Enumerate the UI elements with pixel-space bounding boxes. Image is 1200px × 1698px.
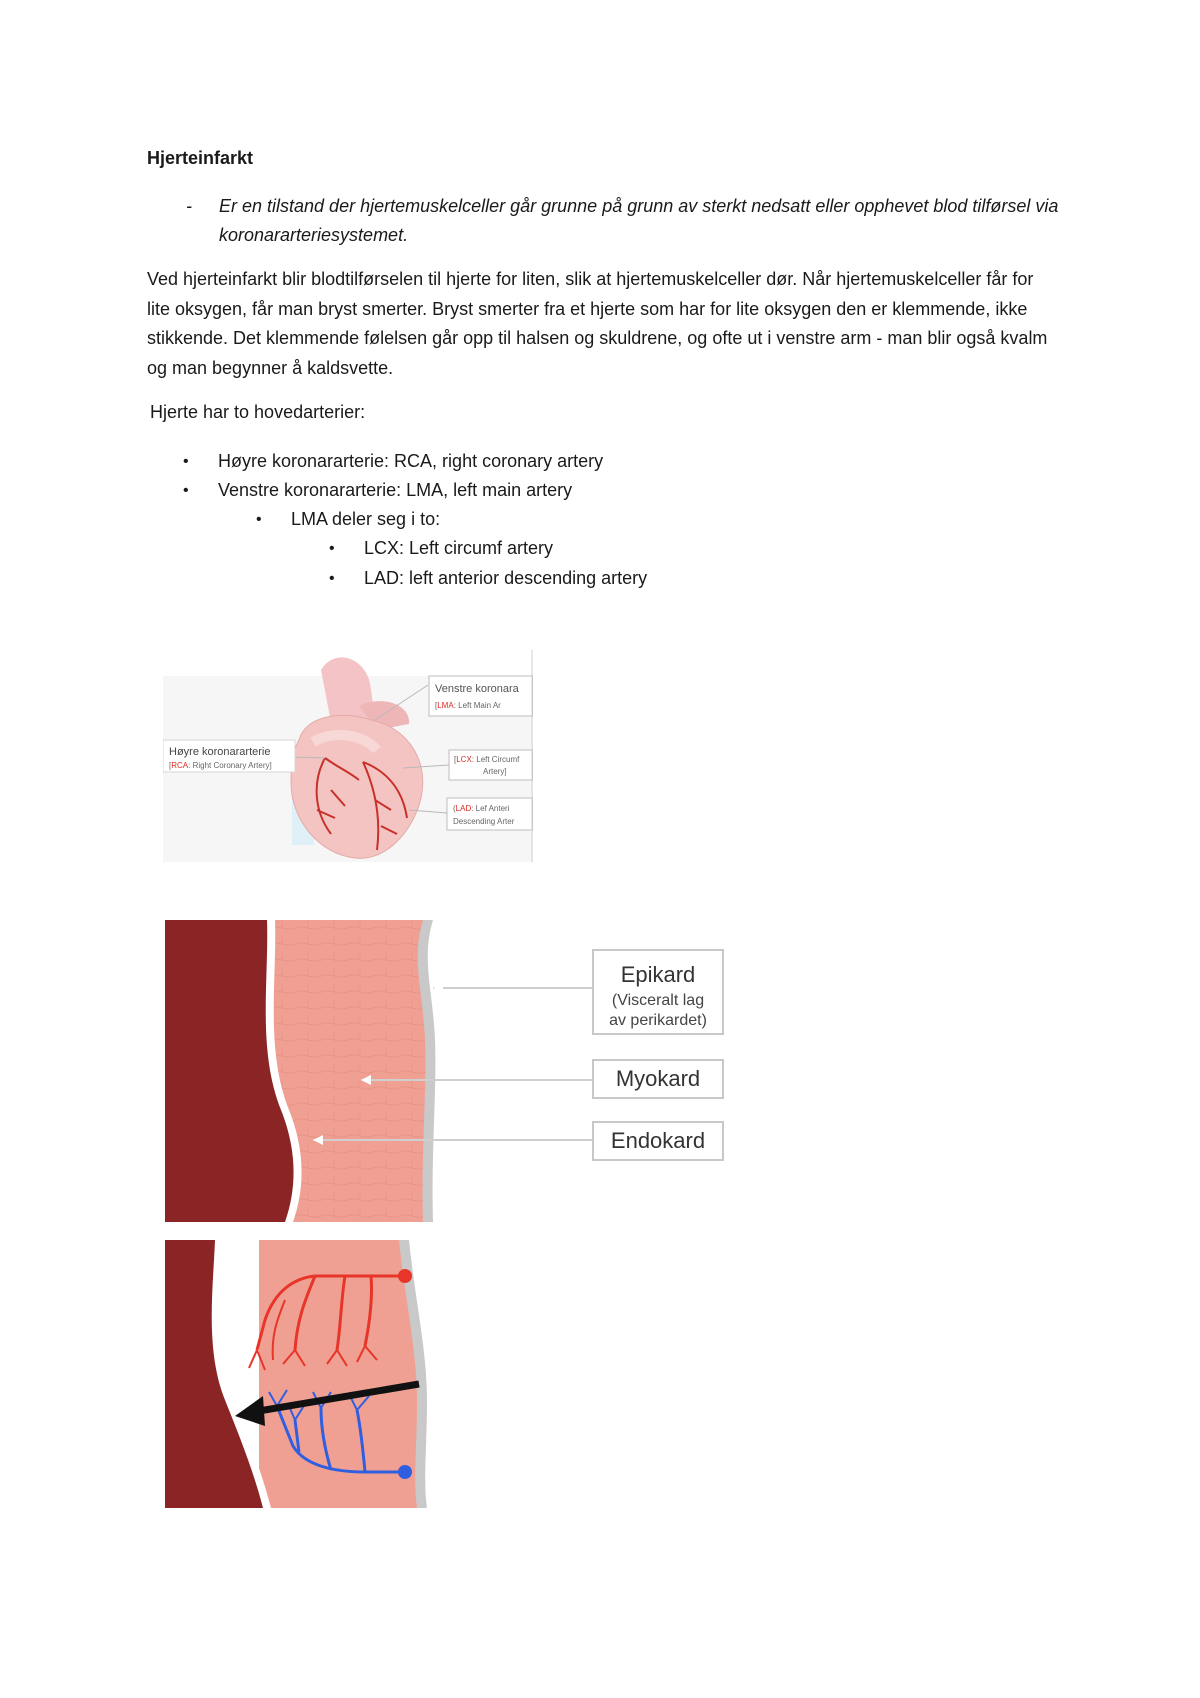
epikard-sub-2: av perikardet) xyxy=(609,1012,707,1029)
lcx-label-line1: [LCX: Left Circumf xyxy=(454,755,520,764)
bullet-text: Venstre koronararterie: LMA, left main artery xyxy=(218,480,573,500)
bullet-marker: • xyxy=(183,482,189,499)
bullet-text: LAD: left anterior descending artery xyxy=(364,568,648,588)
lad-label-line1: (LAD: Lef Anteri xyxy=(453,804,510,813)
heart-coronary-figure xyxy=(163,650,533,862)
bullet-text: LMA deler seg i to: xyxy=(291,509,441,529)
lad-detail: : Lef Anteri xyxy=(471,804,510,813)
definition-text: Er en tilstand der hjertemuskelceller går grunne på grunn av sterkt nedsatt eller opphevet blod tilførsel via koronararteriesystemet. xyxy=(219,196,1059,245)
myokard-label: Myokard xyxy=(615,1066,701,1091)
lma-detail: : Left Main Ar xyxy=(453,701,501,710)
right-coronary-label: Høyre koronararterie xyxy=(169,746,271,758)
bullet-marker: • xyxy=(256,511,262,528)
page-title: Hjerteinfarkt xyxy=(147,148,254,168)
endokard-label: Endokard xyxy=(610,1128,706,1153)
rca-detail: : Right Coronary Artery] xyxy=(188,761,272,770)
left-coronary-detail: [LMA: Left Main Ar xyxy=(435,701,501,710)
epikard-sub-1: (Visceralt lag xyxy=(611,992,705,1009)
body-paragraph: Ved hjerteinfarkt blir blodtilførselen til hjerte for liten, slik at hjertemuskelceller dør. Når hjertemuskelceller får for lite oksygen, får man bryst smerter. Bryst smerter fra et hjerte som har for lite oksygen den er klemmende, ikke stikkende. Det klemmende følelsen går opp til halsen og skuldrene, og ofte ut i venstre arm - man blir også kvalm og man begynner å kaldsvette. xyxy=(147,269,1048,378)
lcx-detail: : Left Circumf xyxy=(471,755,520,764)
bullet-marker: • xyxy=(329,570,335,587)
heart-wall-layers-figure xyxy=(165,920,725,1222)
lcx-label-line2: Artery] xyxy=(483,767,507,776)
arteries-intro: Hjerte har to hovedarterier: xyxy=(150,402,366,422)
rca-abbr: RCA xyxy=(171,761,189,770)
myokard-layer xyxy=(259,1240,417,1508)
left-coronary-label-box xyxy=(429,676,533,716)
lcx-abbr: LCX xyxy=(456,755,472,764)
lad-abbr: LAD xyxy=(455,804,472,813)
bullet-marker: • xyxy=(183,453,189,470)
lad-label-line2: Descending Arter xyxy=(453,817,515,826)
lma-abbr: LMA xyxy=(437,701,454,710)
bullet-marker: • xyxy=(329,540,335,557)
artery-end xyxy=(398,1269,412,1283)
epikard-label: Epikard xyxy=(620,962,696,987)
bullet-text: Høyre koronararterie: RCA, right coronary artery xyxy=(218,451,604,471)
right-coronary-detail: [RCA: Right Coronary Artery] xyxy=(169,761,272,770)
vein-end xyxy=(398,1465,412,1479)
bullet-text: LCX: Left circumf artery xyxy=(364,538,554,558)
myocardial-blood-supply-figure xyxy=(165,1240,435,1508)
dash-marker: - xyxy=(186,196,192,216)
left-coronary-label: Venstre koronara xyxy=(435,683,519,695)
